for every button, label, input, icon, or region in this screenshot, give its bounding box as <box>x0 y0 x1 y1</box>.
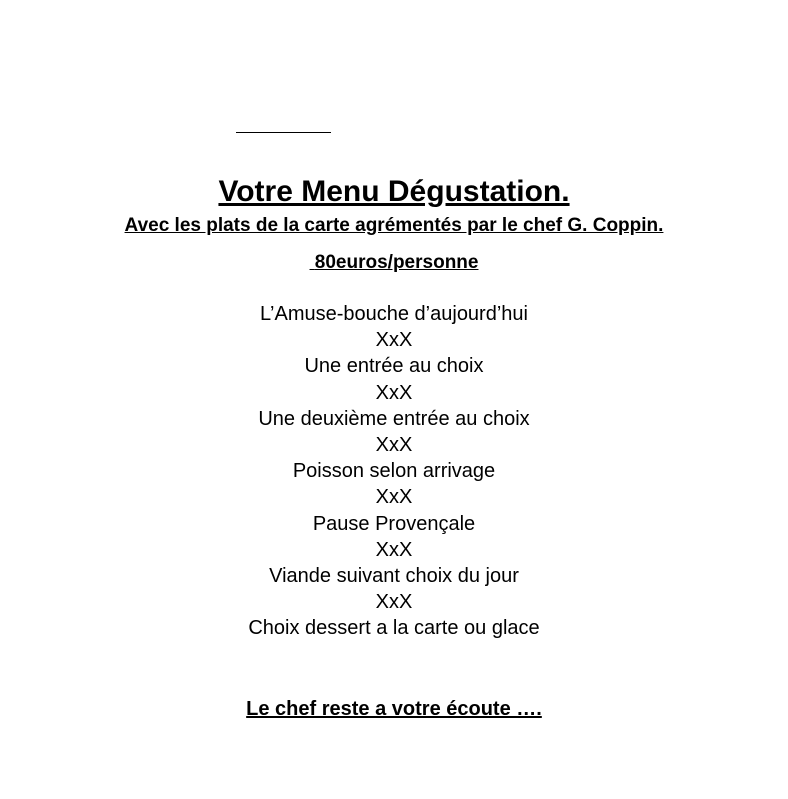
course-separator: XxX <box>375 486 413 509</box>
course-separator: XxX <box>375 538 413 561</box>
course-list <box>0 301 788 641</box>
price-value: 80euros/personne <box>314 252 479 273</box>
course-item: Poisson selon arrivage <box>292 460 496 483</box>
course-item: Viande suivant choix du jour <box>269 564 519 587</box>
course-item: Pause Provençale <box>312 512 476 535</box>
course-item: Une entrée au choix <box>304 355 484 378</box>
closing-note: Le chef reste a votre écoute …. <box>246 698 542 720</box>
course-item: L’Amuse-bouche d’aujourd’hui <box>260 303 528 325</box>
course-separator: XxX <box>375 433 413 456</box>
menu-subtitle: Avec les plats de la carte agrémentés par le chef G. Coppin. <box>124 215 664 236</box>
menu-title: Votre Menu Dégustation. <box>218 175 570 208</box>
course-item: Choix dessert a la carte ou glace <box>248 617 540 640</box>
decorative-rule <box>236 132 331 133</box>
course-separator: XxX <box>375 329 413 352</box>
menu-price <box>0 250 788 276</box>
course-separator: XxX <box>375 381 413 404</box>
course-item: Une deuxième entrée au choix <box>258 407 530 430</box>
course-separator: XxX <box>375 591 413 614</box>
